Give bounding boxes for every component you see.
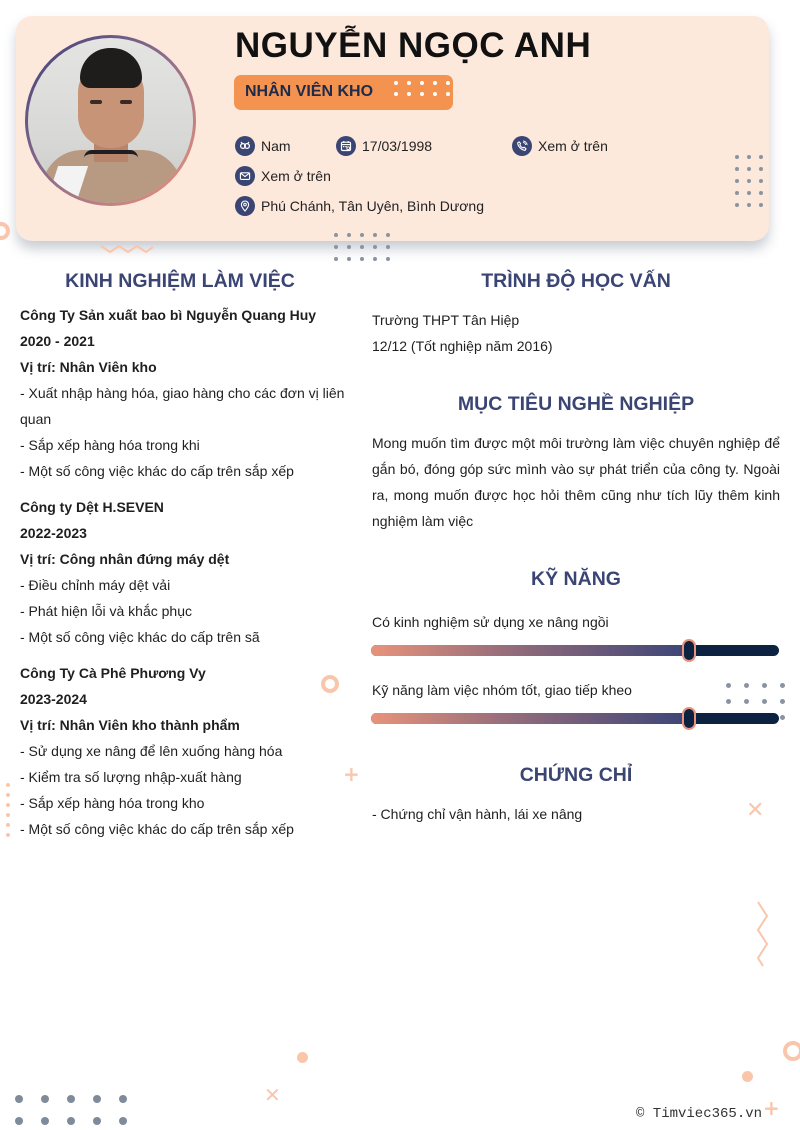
job-position: Vị trí: Nhân Viên kho thành phẩm: [20, 717, 240, 733]
experience-item: [20, 494, 350, 650]
job-duty: - Phát hiện lỗi và khắc phục: [20, 603, 192, 619]
zigzag-decoration: [755, 900, 771, 968]
info-birthday: [336, 136, 432, 156]
info-phone: [512, 136, 608, 156]
section-title-education: TRÌNH ĐỘ HỌC VẤN: [481, 270, 671, 292]
info-address: [235, 196, 484, 216]
zigzag-decoration: [100, 244, 154, 254]
gender-icon: [235, 136, 255, 156]
skill-bar-knob: [682, 707, 696, 730]
info-email: [235, 166, 331, 186]
email-value: Xem ở trên: [261, 168, 331, 184]
job-position: Vị trí: Công nhân đứng máy dệt: [20, 551, 230, 567]
dot-pattern-decoration: [726, 683, 785, 720]
dot-pattern-decoration: [15, 1095, 127, 1125]
plus-decoration: +: [763, 1096, 780, 1120]
job-duty: - Một số công việc khác do cấp trên sắp xếp: [20, 821, 294, 837]
experience-item: [20, 302, 350, 484]
avatar-frame: [25, 35, 196, 206]
cross-decoration: ✕: [746, 798, 765, 823]
company-name: Công Ty Cà Phê Phương Vy: [20, 665, 206, 681]
ring-decoration: [783, 1041, 800, 1061]
experience-list: [20, 302, 350, 852]
job-duty: - Sử dụng xe nâng để lên xuống hàng hóa: [20, 743, 283, 759]
gender-value: Nam: [261, 138, 291, 154]
birthday-value: 17/03/1998: [362, 138, 433, 154]
section-title-skills: KỸ NĂNG: [531, 568, 621, 590]
dot-column-decoration: [6, 783, 10, 837]
ring-decoration: [0, 222, 10, 240]
job-duty: - Xuất nhập hàng hóa, giao hàng cho các đơn vị liên quan: [20, 385, 345, 427]
objective-text: Mong muốn tìm được một môi trường làm việc chuyên nghiệp để gắn bó, đóng góp sức mình vào sự phát triển của công ty. Ngoài ra, mong muốn được học hỏi thêm cũng như tích lũy thêm kinh nghiệm làm việc: [372, 435, 780, 529]
job-duty: - Một số công việc khác do cấp trên sắp xếp: [20, 463, 294, 479]
skill-label: Có kinh nghiệm sử dụng xe nâng ngồi: [372, 614, 609, 630]
skill-bar-fill: [371, 645, 689, 656]
job-duty: - Kiểm tra số lượng nhập-xuất hàng: [20, 769, 242, 785]
cross-decoration: ✕: [264, 1083, 281, 1107]
job-position: Vị trí: Nhân Viên kho: [20, 359, 157, 375]
dot-pattern-decoration: [394, 81, 451, 96]
skill-bar: [371, 645, 779, 656]
ring-decoration: [321, 675, 339, 693]
section-title-certificates: CHỨNG CHỈ: [519, 764, 633, 786]
skill-label: Kỹ năng làm việc nhóm tốt, giao tiếp kheo: [372, 682, 632, 698]
dot-pattern-decoration: [334, 233, 390, 261]
job-duty: - Sắp xếp hàng hóa trong khi: [20, 437, 200, 453]
plus-decoration: +: [343, 762, 360, 786]
skill-bar: [371, 713, 779, 724]
section-title-experience: KINH NGHIỆM LÀM VIỆC: [65, 270, 295, 292]
job-period: 2023-2024: [20, 691, 87, 707]
phone-value: Xem ở trên: [538, 138, 608, 154]
company-name: Công Ty Sản xuất bao bì Nguyễn Quang Huy: [20, 307, 317, 323]
experience-item: [20, 660, 350, 842]
address-value: Phú Chánh, Tân Uyên, Bình Dương: [261, 198, 484, 214]
education-detail: 12/12 (Tốt nghiệp năm 2016): [372, 338, 553, 354]
job-duty: - Sắp xếp hàng hóa trong kho: [20, 795, 205, 811]
section-title-objective: MỤC TIÊU NGHỀ NGHIỆP: [457, 393, 695, 415]
dot-pattern-decoration: [735, 155, 763, 207]
phone-icon: [512, 136, 532, 156]
skill-bar-fill: [371, 713, 689, 724]
mail-icon: [235, 166, 255, 186]
education-school: Trường THPT Tân Hiệp: [372, 312, 520, 328]
job-title: NHÂN VIÊN KHO: [245, 83, 374, 100]
company-name: Công ty Dệt H.SEVEN: [20, 499, 164, 515]
skill-bar-knob: [682, 639, 696, 662]
job-duty: - Điều chỉnh máy dệt vải: [20, 577, 171, 593]
candidate-name: NGUYỄN NGỌC ANH: [235, 26, 592, 65]
dot-decoration: [297, 1052, 308, 1063]
calendar-icon: [336, 136, 356, 156]
footer-copyright: © Timviec365.vn: [636, 1106, 763, 1122]
dot-decoration: [742, 1071, 753, 1082]
certificate-item: - Chứng chỉ vận hành, lái xe nâng: [372, 806, 583, 822]
job-period: 2020 - 2021: [20, 333, 95, 349]
job-title-badge: [234, 75, 453, 110]
location-pin-icon: [235, 196, 255, 216]
job-duty: - Một số công việc khác do cấp trên sã: [20, 629, 260, 645]
avatar: [28, 38, 193, 203]
job-period: 2022-2023: [20, 525, 87, 541]
info-gender: [235, 136, 291, 156]
